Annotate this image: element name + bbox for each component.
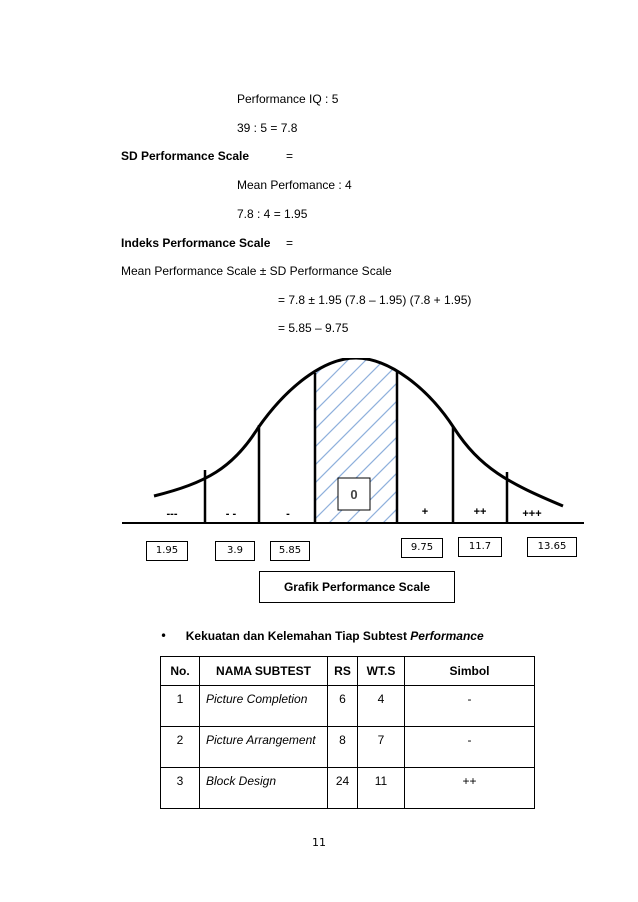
value-box-1: 1.95 (146, 541, 188, 561)
value-box-3: 5.85 (270, 541, 310, 561)
value-box-6: 13.65 (527, 537, 577, 557)
header-nama-subtest: NAMA SUBTEST (200, 657, 328, 686)
result-line-1: = 7.8 ± 1.95 (7.8 – 1.95) (7.8 + 1.95) (278, 293, 472, 307)
symbol-6: +++ (522, 508, 542, 520)
value-box-2: 3.9 (215, 541, 255, 561)
formula-line: Mean Performance Scale ± SD Performance Scale (121, 264, 392, 278)
cell-no: 1 (161, 686, 200, 727)
cell-simbol: - (405, 727, 535, 768)
symbol-4: + (421, 506, 429, 518)
cell-subtest: Picture Arrangement (200, 727, 328, 768)
hatch-line (360, 358, 530, 528)
hatch-line (144, 358, 314, 528)
result-line-2: = 5.85 – 9.75 (278, 321, 349, 335)
zero-label: 0 (350, 487, 358, 502)
cell-rs: 6 (328, 686, 358, 727)
hatch-line (396, 358, 566, 528)
hatch-line (450, 358, 588, 528)
performance-scale-chart (118, 358, 588, 568)
calc-line-1: 39 : 5 = 7.8 (237, 121, 298, 135)
hatch-line (288, 358, 458, 528)
cell-no: 2 (161, 727, 200, 768)
perf-iq-line: Performance IQ : 5 (237, 92, 339, 106)
table-row (161, 686, 535, 727)
section-title-prefix: Kekuatan dan Kelemahan Tiap Subtest (185, 629, 411, 643)
symbol-2: - - (225, 508, 237, 520)
section-heading (160, 629, 484, 643)
subtest-table (160, 656, 535, 809)
hatch-line (576, 358, 588, 528)
cell-no: 3 (161, 768, 200, 809)
symbol-1: --- (166, 508, 178, 520)
hatch-line (486, 358, 588, 528)
cell-subtest: Block Design (200, 768, 328, 809)
cell-subtest: Picture Completion (200, 686, 328, 727)
chart-caption: Grafik Performance Scale (259, 571, 455, 603)
header-simbol: Simbol (405, 657, 535, 686)
cell-wts: 11 (358, 768, 405, 809)
calc-line-2: 7.8 : 4 = 1.95 (237, 207, 308, 221)
hatch-line (540, 358, 588, 528)
hatch-line (558, 358, 588, 528)
cell-wts: 4 (358, 686, 405, 727)
header-rs: RS (328, 657, 358, 686)
table-row (161, 727, 535, 768)
bullet-mark: • (160, 629, 168, 643)
table-header-row (161, 657, 535, 686)
cell-rs: 8 (328, 727, 358, 768)
sd-label: SD Performance Scale (121, 149, 250, 163)
hatch-line (504, 358, 588, 528)
indeks-label: Indeks Performance Scale (121, 236, 271, 250)
symbol-3: - (286, 508, 290, 520)
hatch-line (468, 358, 588, 528)
value-box-5: 11.7 (458, 537, 502, 557)
symbol-5: ++ (473, 506, 487, 518)
hatch-line (126, 358, 296, 528)
table-row (161, 768, 535, 809)
hatch-line (306, 358, 476, 528)
header-wts: WT.S (358, 657, 405, 686)
mean-performance-line: Mean Perfomance : 4 (237, 178, 352, 192)
header-no: No. (161, 657, 200, 686)
page-number: 11 (312, 836, 326, 849)
hatch-line (432, 358, 588, 528)
section-title-italic: Performance (410, 629, 484, 643)
value-box-4: 9.75 (401, 538, 443, 558)
cell-wts: 7 (358, 727, 405, 768)
bell-curve-svg (118, 358, 588, 568)
sd-equals: = (286, 149, 294, 163)
cell-rs: 24 (328, 768, 358, 809)
indeks-equals: = (286, 236, 294, 250)
hatch-line (118, 358, 278, 528)
cell-simbol: ++ (405, 768, 535, 809)
cell-simbol: - (405, 686, 535, 727)
